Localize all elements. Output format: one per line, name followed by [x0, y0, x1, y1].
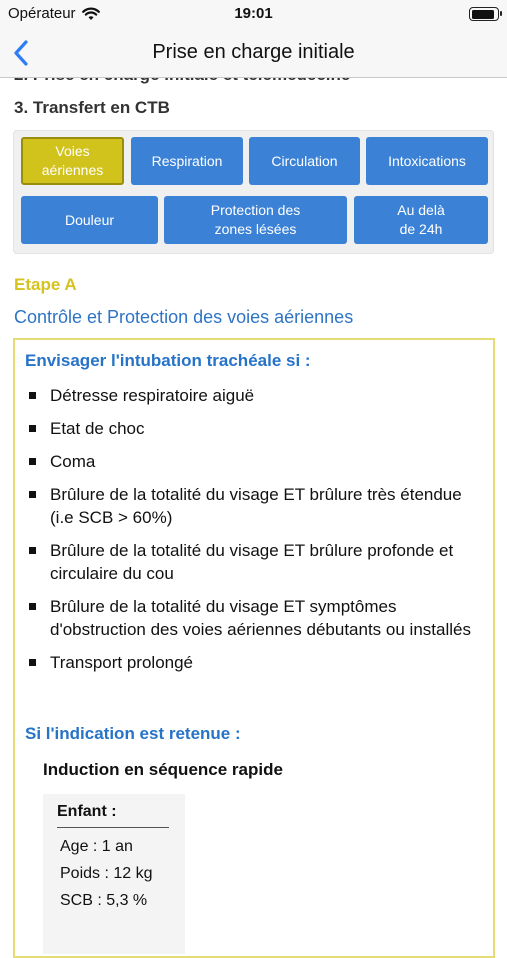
list-item [25, 651, 480, 674]
patient-age: Age : 1 an [60, 838, 133, 855]
page-title: Prise en charge initiale [152, 41, 355, 63]
step-subtitle: Contrôle et Protection des voies aériennes [14, 307, 354, 327]
topic-button-circulation[interactable]: Circulation [249, 137, 360, 185]
list-item-text: Transport prolongé [50, 653, 194, 672]
list-item-text: Détresse respiratoire aiguë [50, 386, 255, 405]
bullet-square-icon [29, 458, 36, 465]
battery-level [472, 10, 495, 19]
battery-icon [469, 7, 499, 21]
bullet-square-icon [29, 547, 36, 554]
step-title: Etape A [14, 275, 77, 294]
patient-title: Enfant : [57, 803, 117, 820]
list-item-text: Coma [50, 452, 96, 471]
topic-button-au-dela-24h[interactable]: Au delà de 24h [354, 196, 488, 244]
list-item [25, 417, 480, 440]
list-item-text: Brûlure de la totalité du visage ET brûlure profonde et circulaire du cou [50, 541, 454, 583]
list-item [25, 384, 480, 407]
patient-info-box [43, 794, 185, 954]
bullet-square-icon [29, 491, 36, 498]
list-item [25, 595, 480, 641]
info-card [13, 338, 495, 958]
topic-button-intoxications[interactable]: Intoxications [366, 137, 488, 185]
list-item-text: Brûlure de la totalité du visage ET brûlure très étendue (i.e SCB > 60%) [50, 485, 462, 527]
patient-weight: Poids : 12 kg [60, 865, 153, 882]
list-item [25, 483, 480, 529]
status-bar [0, 0, 507, 28]
list-item-text: Etat de choc [50, 419, 145, 438]
topic-button-respiration[interactable]: Respiration [131, 137, 243, 185]
patient-scb: SCB : 5,3 % [60, 892, 148, 909]
topic-button-protection[interactable]: Protection des zones lésées [164, 196, 347, 244]
carrier-label: Opérateur [8, 5, 76, 22]
bullet-square-icon [29, 425, 36, 432]
criteria-list [25, 384, 480, 684]
bullet-square-icon [29, 392, 36, 399]
induction-label: Induction en séquence rapide [43, 760, 283, 779]
section-item-transfert[interactable]: 3. Transfert en CTB [14, 98, 170, 117]
list-item-text: Brûlure de la totalité du visage ET symptômes d'obstruction des voies aériennes débutants ou installés [50, 597, 471, 639]
topic-button-douleur[interactable]: Douleur [21, 196, 158, 244]
list-item [25, 539, 480, 585]
content-scroll[interactable] [0, 78, 507, 909]
topic-button-panel [13, 130, 494, 254]
status-time: 19:01 [234, 5, 273, 22]
navigation-bar [0, 28, 507, 78]
list-item [25, 450, 480, 473]
bullet-square-icon [29, 659, 36, 666]
divider [57, 827, 169, 828]
bullet-square-icon [29, 603, 36, 610]
card-heading-indication: Si l'indication est retenue : [25, 724, 241, 743]
card-heading-intubation: Envisager l'intubation trachéale si : [25, 351, 311, 370]
topic-button-voies-aeriennes[interactable]: Voies aériennes [21, 137, 124, 185]
